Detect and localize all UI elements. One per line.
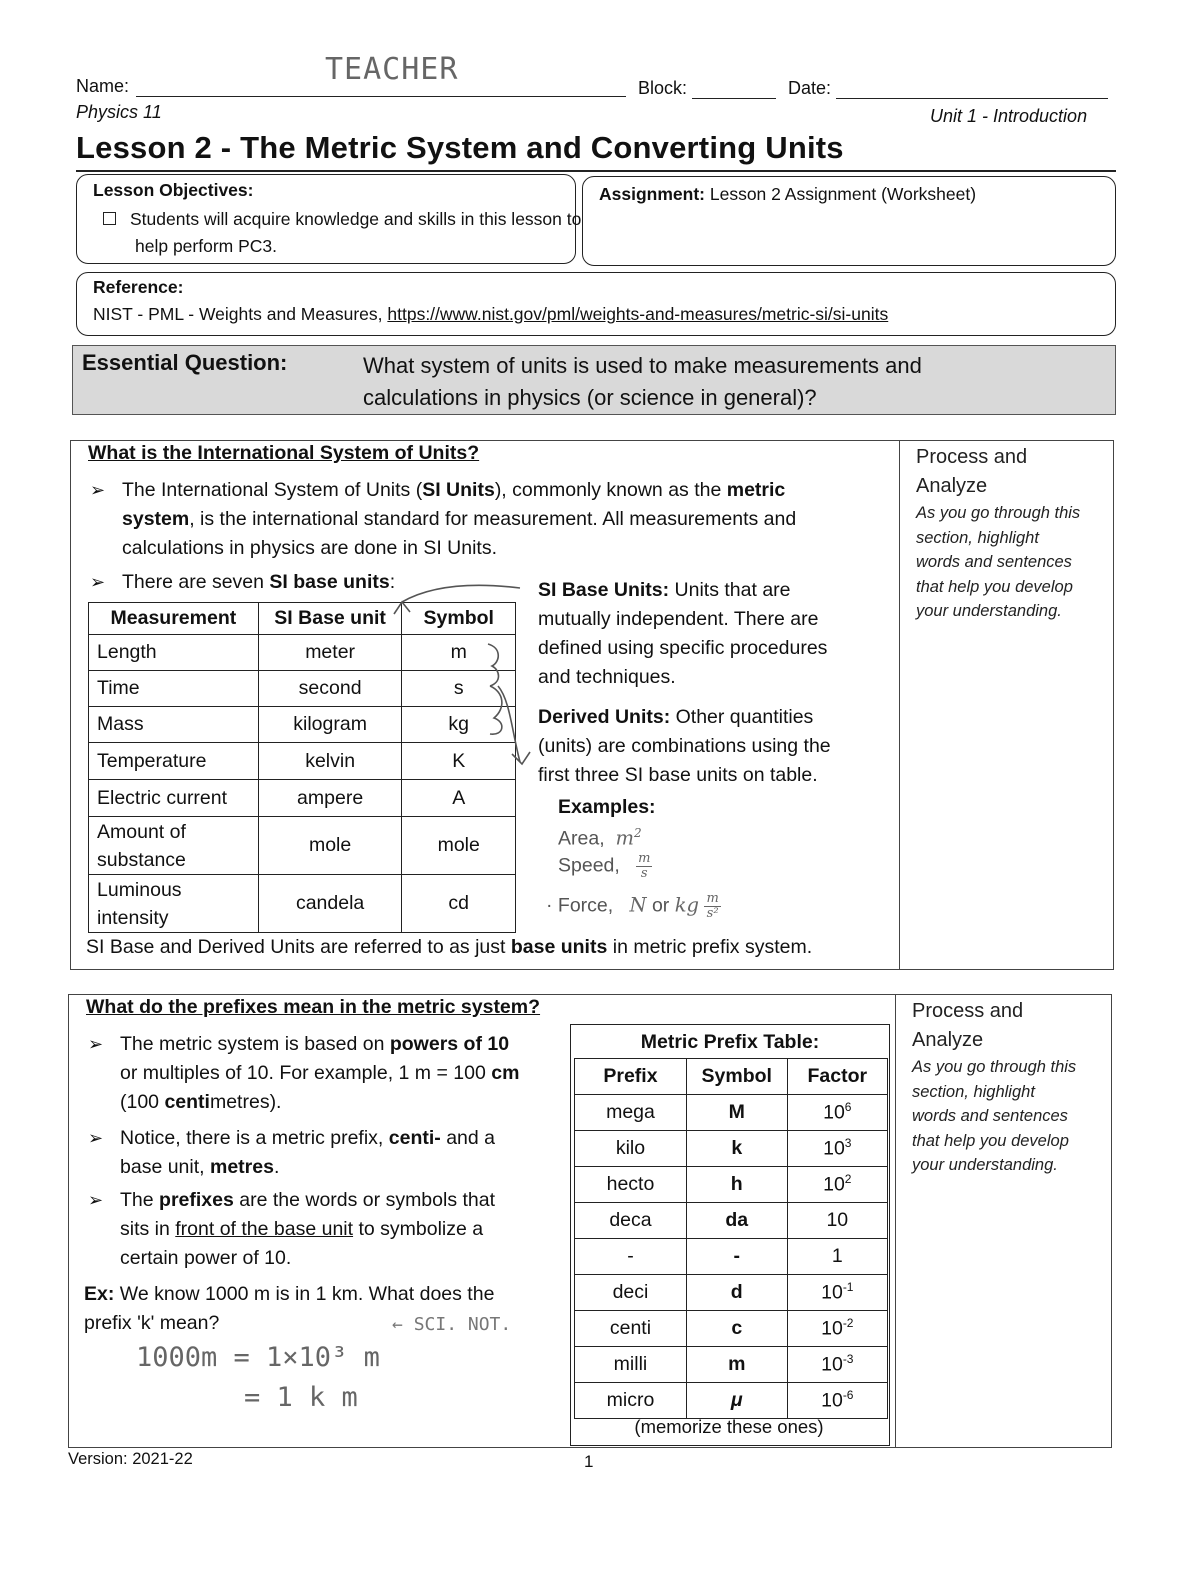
prefix-row	[575, 1311, 888, 1347]
cell-symbol: k	[686, 1131, 787, 1167]
cell-symbol: A	[402, 780, 516, 817]
hand-note-text: SCI. NOT.	[413, 1314, 512, 1335]
factor-base: 10	[823, 1137, 845, 1160]
section1-heading: What is the International System of Units?	[88, 442, 480, 464]
b1-metric: metric	[726, 479, 786, 501]
date-label: Date:	[788, 78, 832, 98]
prefix-row	[575, 1347, 888, 1383]
p-b2-bold: centi-	[388, 1127, 441, 1149]
base-def-l1: Units that are	[669, 579, 791, 601]
base-def-label: SI Base Units:	[538, 579, 670, 601]
side-note-line3: words and sentences	[916, 553, 1072, 571]
ex-force-or: or	[651, 894, 670, 917]
process-analyze-panel	[899, 441, 1112, 969]
ex-area-unit: m	[615, 826, 634, 850]
si-base-definition	[538, 576, 827, 692]
assignment-text: Lesson 2 Assignment (Worksheet)	[709, 184, 977, 204]
cell-symbol: μ	[686, 1383, 787, 1419]
prefix-row	[575, 1167, 888, 1203]
cell-factor	[787, 1203, 887, 1239]
objective-item	[103, 206, 585, 260]
assignment-line	[599, 184, 976, 205]
cell-factor	[787, 1167, 887, 1203]
cell-symbol: c	[686, 1311, 787, 1347]
footer-post: in metric prefix system.	[607, 936, 813, 958]
bullet-arrow-icon: ➢	[90, 572, 106, 592]
objectives-heading: Lesson Objectives:	[93, 180, 254, 200]
cell-measurement: Amount of substance	[89, 817, 259, 875]
col-si-base-unit: SI Base unit	[258, 603, 402, 635]
prefix-row	[575, 1275, 888, 1311]
ex-area-label: Area,	[558, 827, 605, 850]
prefix-row	[575, 1239, 888, 1275]
prefix-table-title: Metric Prefix Table:	[640, 1031, 820, 1053]
side2-title-line2: Analyze	[912, 1029, 984, 1051]
date-line	[836, 98, 1108, 99]
footer-bold: base units	[510, 936, 608, 958]
cell-prefix: centi	[575, 1311, 687, 1347]
b2-pre: There are seven	[122, 571, 270, 593]
cell-prefix: -	[575, 1239, 687, 1275]
ex-area-exp: 2	[633, 826, 642, 840]
memorize-note: (memorize these ones)	[634, 1416, 824, 1437]
b2-post: :	[389, 571, 396, 593]
cell-symbol: s	[402, 671, 516, 707]
b1-system: system	[122, 508, 190, 530]
col-measurement: Measurement	[89, 603, 259, 635]
objectives-box	[76, 174, 582, 264]
cell-factor	[787, 1275, 887, 1311]
ex-force-den: s²	[706, 906, 719, 921]
handwritten-arrows	[380, 582, 540, 772]
factor-exp: -2	[842, 1316, 854, 1331]
title-rule	[76, 170, 1116, 172]
cell-symbol: m	[686, 1347, 787, 1383]
side-note-line1: As you go through this	[916, 504, 1081, 522]
side-note-line5: your understanding.	[916, 602, 1062, 620]
base-def-l2: mutually independent. There are	[538, 608, 819, 630]
factor-exp: -6	[842, 1388, 854, 1403]
prefix-row	[575, 1131, 888, 1167]
col-prefix: Prefix	[575, 1059, 687, 1095]
b1-mid: ), commonly known as the	[494, 479, 727, 501]
example-force: · Force, N or kg $\frac{m}{\text{s²}}$	[546, 891, 719, 921]
prefix-bullet-1	[88, 1030, 570, 1117]
side-note-line4: that help you develop	[916, 577, 1073, 596]
version-label: Version: 2021-22	[68, 1450, 193, 1468]
cell-unit: candela	[258, 875, 402, 933]
handwritten-note: ← SCI. NOT.	[392, 1314, 512, 1335]
factor-exp: 2	[844, 1172, 852, 1187]
cell-unit: mole	[258, 817, 402, 875]
p-b2-l2-pre: base unit,	[120, 1156, 210, 1178]
cell-prefix: kilo	[575, 1131, 687, 1167]
p-b3-bold: prefixes	[159, 1189, 234, 1211]
cell-factor	[787, 1347, 887, 1383]
cell-factor	[787, 1311, 887, 1347]
example-area	[558, 826, 642, 851]
ex-force-kg: kg	[674, 893, 700, 917]
side2-note-line3: words and sentences	[912, 1107, 1068, 1125]
ex-force-n: N	[629, 893, 647, 917]
cell-symbol: K	[402, 743, 516, 780]
cell-prefix: milli	[575, 1347, 687, 1383]
ex-line1: We know 1000 m is in 1 km. What does the	[114, 1283, 495, 1305]
p-b3-l2-pre: sits in	[120, 1218, 176, 1240]
cell-factor	[787, 1131, 887, 1167]
factor-exp: -3	[842, 1352, 854, 1367]
metric-prefix-table	[574, 1058, 888, 1419]
factor-exp: -1	[842, 1280, 854, 1295]
bullet-arrow-icon: ➢	[88, 1034, 104, 1054]
bullet-arrow-icon: ➢	[90, 480, 106, 500]
side-note-line2: section, highlight	[916, 528, 1039, 547]
p-b3-l3: certain power of 10.	[120, 1247, 292, 1269]
cell-symbol: cd	[402, 875, 516, 933]
cell-factor	[787, 1095, 887, 1131]
factor-base: 10	[823, 1101, 845, 1124]
side-title-line1: Process and	[916, 446, 1028, 468]
section2-heading: What do the prefixes mean in the metric system?	[86, 996, 541, 1018]
b2-bold: SI base units	[269, 571, 390, 593]
prefix-row	[575, 1203, 888, 1239]
reference-line	[93, 304, 888, 325]
example-speed	[558, 852, 652, 881]
cell-unit: second	[258, 671, 402, 707]
p-b1-bold: powers of 10	[389, 1033, 510, 1055]
table-row	[89, 780, 516, 817]
process-analyze-content	[916, 443, 1080, 624]
cell-measurement: Luminous intensity	[89, 875, 259, 933]
assignment-heading: Assignment:	[599, 184, 705, 204]
p-b3-pre: The	[120, 1189, 160, 1211]
examples-label: Examples:	[558, 796, 656, 818]
block-label: Block:	[638, 78, 688, 98]
factor-base: 10	[823, 1173, 845, 1196]
p-b3-l2-u: front of the base unit	[175, 1218, 354, 1240]
b1-si: SI Units	[422, 479, 495, 501]
prefix-bullet-2	[88, 1124, 570, 1182]
col-symbol: Symbol	[686, 1059, 787, 1095]
si-bullet-2	[90, 568, 396, 597]
cell-symbol: kg	[402, 707, 516, 743]
page-title: Lesson 2 - The Metric System and Converting Units	[76, 130, 844, 165]
side2-note-line1: As you go through this	[912, 1058, 1077, 1076]
bullet-arrow-icon: ➢	[88, 1128, 104, 1148]
essential-question-box	[72, 345, 1116, 415]
cell-measurement: Time	[89, 671, 259, 707]
cell-unit: ampere	[258, 780, 402, 817]
prefix-row	[575, 1095, 888, 1131]
block-line	[692, 98, 776, 99]
ex-speed-label: Speed,	[558, 854, 620, 877]
b1-rest: , is the international standard for measurement. All measurements and	[189, 508, 797, 530]
ex-force-fraction	[704, 892, 720, 921]
factor-exp: 6	[844, 1100, 852, 1115]
p-b3-post: are the words or symbols that	[233, 1189, 496, 1211]
p-b2-mid: and a	[440, 1127, 495, 1149]
ex-line2: prefix 'k' mean?	[84, 1312, 220, 1334]
ex-label: Ex:	[84, 1283, 115, 1305]
objective-text: Students will acquire knowledge and skills in this lesson to help perform PC3.	[130, 209, 582, 256]
reference-heading: Reference:	[93, 277, 184, 297]
cell-unit: meter	[258, 635, 402, 671]
p-b3-l2-post: to symbolize a	[353, 1218, 484, 1240]
cell-prefix: deca	[575, 1203, 687, 1239]
essential-line2: calculations in physics (or science in general)?	[363, 385, 817, 410]
ex-speed-den: s	[640, 866, 648, 881]
side2-title-line1: Process and	[912, 1000, 1024, 1022]
p-b2-l2-bold: metres	[209, 1156, 274, 1178]
b1-pre: The International System of Units (	[122, 479, 423, 501]
factor-base: 1	[831, 1245, 843, 1267]
prefix-row	[575, 1383, 888, 1419]
cell-prefix: deci	[575, 1275, 687, 1311]
side-title-line2: Analyze	[916, 475, 988, 497]
p-b1-l3-pre: (100	[120, 1091, 165, 1113]
p-b1-pre: The metric system is based on	[120, 1033, 390, 1055]
factor-base: 10	[821, 1353, 843, 1376]
p-b2-l2-post: .	[273, 1156, 280, 1178]
ex-force-label: Force,	[557, 894, 614, 917]
reference-box	[76, 272, 1116, 336]
footer-pre: SI Base and Derived Units are referred to as just	[86, 936, 511, 958]
cell-unit: kilogram	[258, 707, 402, 743]
col-symbol: Symbol	[402, 603, 516, 635]
p-b1-cm: cm	[491, 1062, 520, 1084]
col-factor: Factor	[787, 1059, 887, 1095]
handwritten-line2: = 1 k m	[244, 1382, 358, 1413]
derived-label: Derived Units:	[538, 706, 671, 728]
cell-symbol: mole	[402, 817, 516, 875]
process-analyze-content-2	[912, 997, 1076, 1178]
derived-definition	[538, 703, 831, 790]
cell-symbol: m	[402, 635, 516, 671]
cell-symbol: d	[686, 1275, 787, 1311]
cell-measurement: Electric current	[89, 780, 259, 817]
section1-footer-note	[86, 936, 812, 959]
cell-measurement: Temperature	[89, 743, 259, 780]
bullet-arrow-icon: ➢	[88, 1190, 104, 1210]
reference-link[interactable]: https://www.nist.gov/pml/weights-and-measures/metric-si/si-units	[387, 304, 889, 324]
assignment-box	[582, 176, 1116, 266]
name-handwritten: TEACHER	[325, 52, 459, 87]
factor-base: 10	[821, 1389, 843, 1412]
essential-label: Essential Question:	[82, 350, 288, 375]
ex-force-num: m	[706, 891, 719, 906]
side2-note-line2: section, highlight	[912, 1082, 1035, 1101]
name-line	[136, 96, 626, 97]
cell-measurement: Mass	[89, 707, 259, 743]
cell-symbol: da	[686, 1203, 787, 1239]
cell-prefix: mega	[575, 1095, 687, 1131]
course-name: Physics 11	[76, 102, 162, 122]
b1-line3: calculations in physics are done in SI Units.	[122, 537, 498, 559]
cell-factor	[787, 1239, 887, 1275]
name-label: Name:	[76, 76, 130, 96]
unit-name: Unit 1 - Introduction	[930, 106, 1088, 126]
cell-prefix: micro	[575, 1383, 687, 1419]
base-def-l4: and techniques.	[538, 666, 676, 688]
p-b1-l3-bold: centi	[164, 1091, 210, 1113]
derived-l3: first three SI base units on table.	[538, 764, 818, 786]
factor-base: 10	[826, 1209, 849, 1231]
page-number: 1	[584, 1452, 594, 1471]
p-b2-pre: Notice, there is a metric prefix,	[120, 1127, 389, 1149]
essential-question	[363, 350, 922, 414]
cell-factor	[787, 1383, 887, 1419]
process-analyze-panel-2	[895, 995, 1110, 1447]
ex-speed-num: m	[638, 851, 651, 866]
handwritten-line1: 1000m = 1×10³ m	[136, 1342, 380, 1373]
derived-l1: Other quantities	[670, 706, 814, 728]
prefix-bullet-3	[88, 1186, 570, 1273]
factor-base: 10	[821, 1317, 843, 1340]
table-row	[89, 817, 516, 875]
checkbox-icon	[103, 212, 116, 225]
p-b1-l2: or multiples of 10. For example, 1 m = 100	[120, 1062, 492, 1084]
factor-base: 10	[821, 1281, 843, 1304]
derived-l2: (units) are combinations using the	[538, 735, 831, 757]
cell-symbol: -	[686, 1239, 787, 1275]
table-row	[89, 875, 516, 933]
cell-symbol: h	[686, 1167, 787, 1203]
cell-prefix: hecto	[575, 1167, 687, 1203]
cell-unit: kelvin	[258, 743, 402, 780]
reference-text: NIST - PML - Weights and Measures,	[93, 304, 388, 324]
cell-measurement: Length	[89, 635, 259, 671]
p-b1-l3-post: metres).	[209, 1091, 282, 1113]
essential-line1: What system of units is used to make measurements and	[363, 353, 922, 378]
base-def-l3: defined using specific procedures	[538, 637, 828, 659]
prefix-header-row	[575, 1059, 888, 1095]
factor-exp: 3	[844, 1136, 852, 1151]
cell-symbol: M	[686, 1095, 787, 1131]
side2-note-line4: that help you develop	[912, 1131, 1069, 1150]
ex-speed-fraction	[636, 852, 652, 881]
si-bullet-1	[90, 476, 892, 563]
side2-note-line5: your understanding.	[912, 1156, 1058, 1174]
